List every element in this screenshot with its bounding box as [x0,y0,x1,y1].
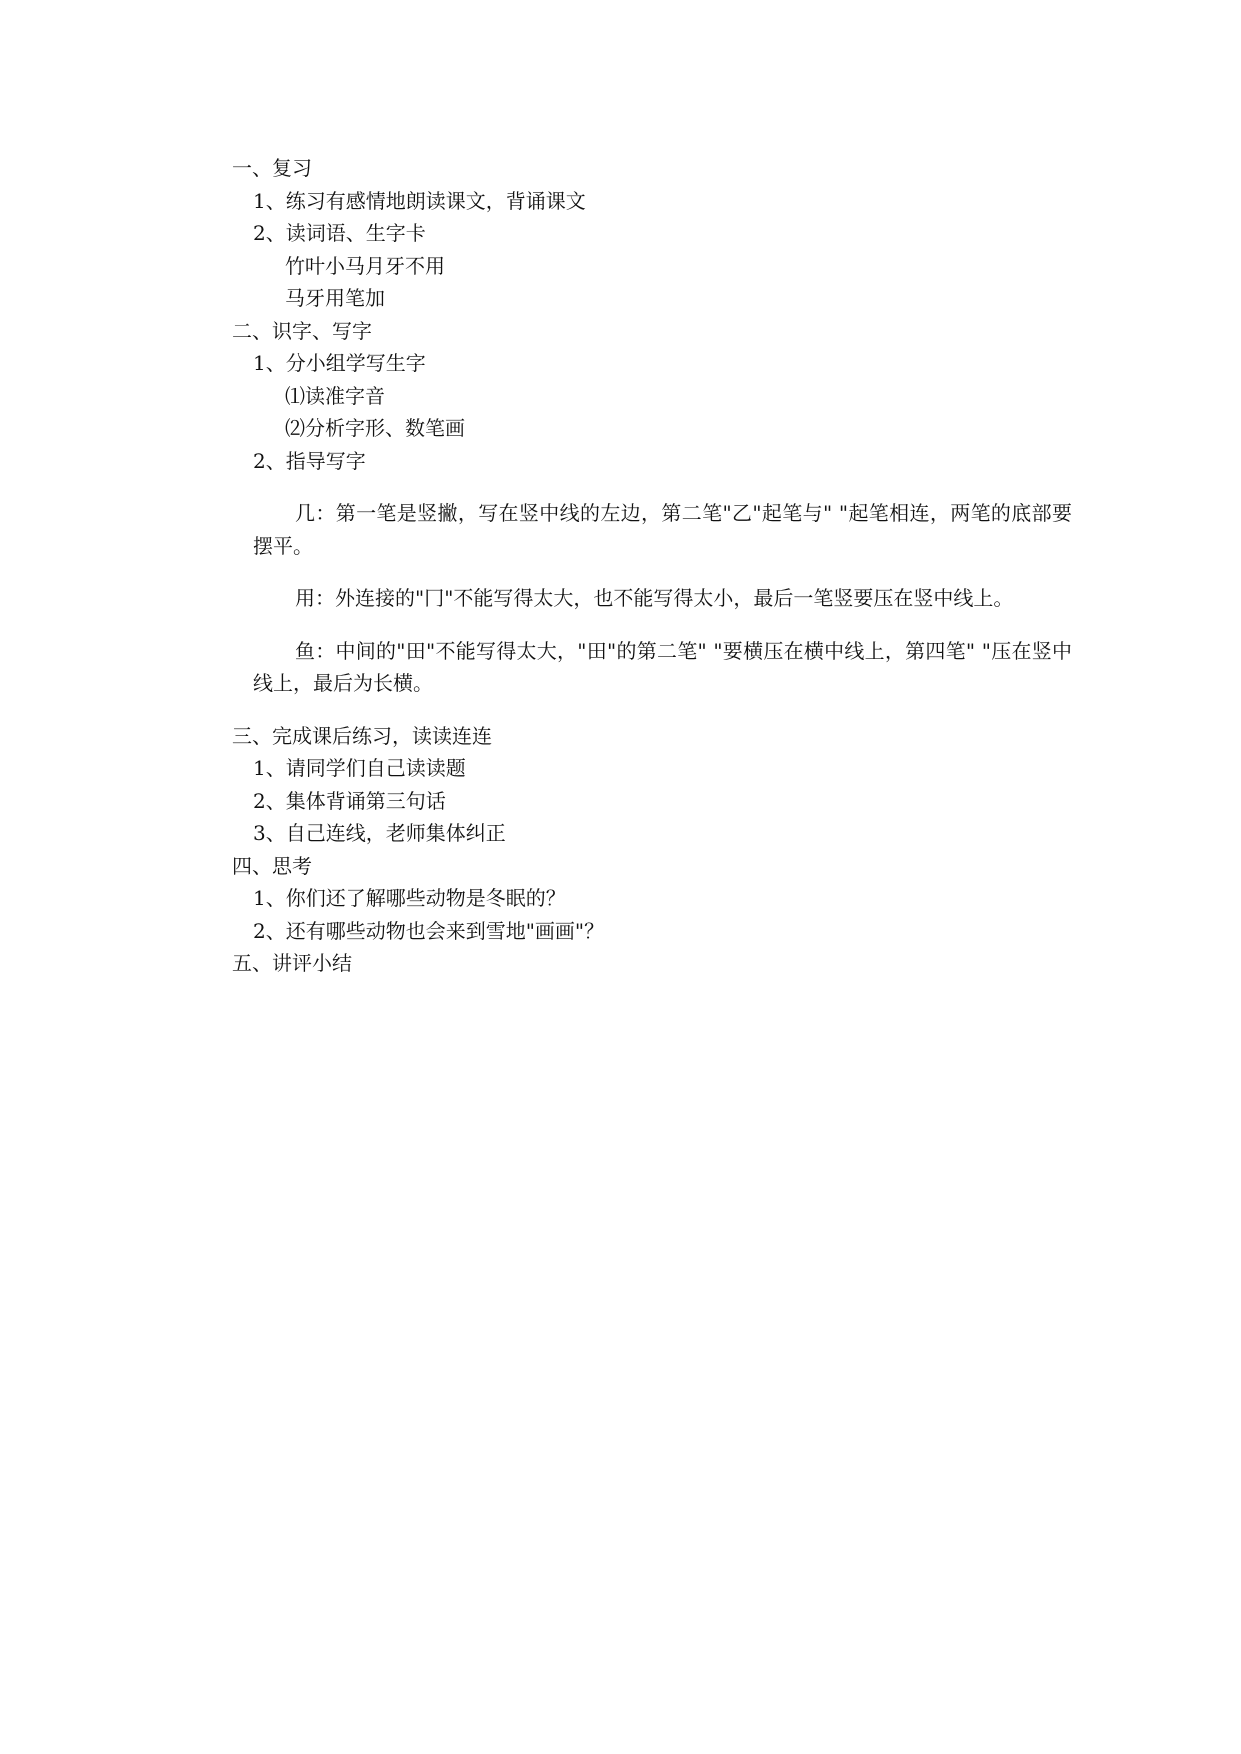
list-item: 3、自己连线，老师集体纠正 [253,821,506,845]
list-item: 1、分小组学写生字 [253,351,426,375]
paragraph-yong: 用：外连接的"冂"不能写得太大，也不能写得太小，最后一笔竖要压在竖中线上。 [295,586,1014,610]
list-item: 2、还有哪些动物也会来到雪地"画画"？ [253,918,605,943]
section-heading-summary: 五、讲评小结 [232,951,352,975]
list-item: 2、集体背诵第三句话 [253,788,446,813]
sub-list-item: ⑵分析字形、数笔画 [285,416,465,440]
document-body [232,152,1072,980]
sub-list-item: ⑴读准字音 [285,383,385,408]
list-item: 2、指导写字 [253,448,366,473]
word-list-line: 竹叶小马月牙不用 [285,253,445,278]
list-item: 1、请同学们自己读读题 [253,756,466,780]
list-item: 2、读词语、生字卡 [253,221,426,245]
section-heading-thinking: 四、思考 [232,853,312,878]
list-item: 1、你们还了解哪些动物是冬眠的？ [253,886,566,910]
paragraph-yu: 鱼：中间的"田"不能写得太大，"田"的第二笔" "要横压在横中线上，第四笔" "压在竖中线上，最后为长横。 [253,638,1072,695]
word-list-line: 马牙用笔加 [285,286,385,310]
section-heading-review: 一、复习 [232,156,312,180]
section-heading-writing: 二、识字、写字 [232,318,372,343]
paragraph-ji: 几：第一笔是竖撇，写在竖中线的左边，第二笔"乙"起笔与" "起笔相连，两笔的底部要摆平。 [253,501,1072,558]
list-item: 1、练习有感情地朗读课文，背诵课文 [253,188,586,213]
section-heading-exercises: 三、完成课后练习，读读连连 [232,723,492,748]
